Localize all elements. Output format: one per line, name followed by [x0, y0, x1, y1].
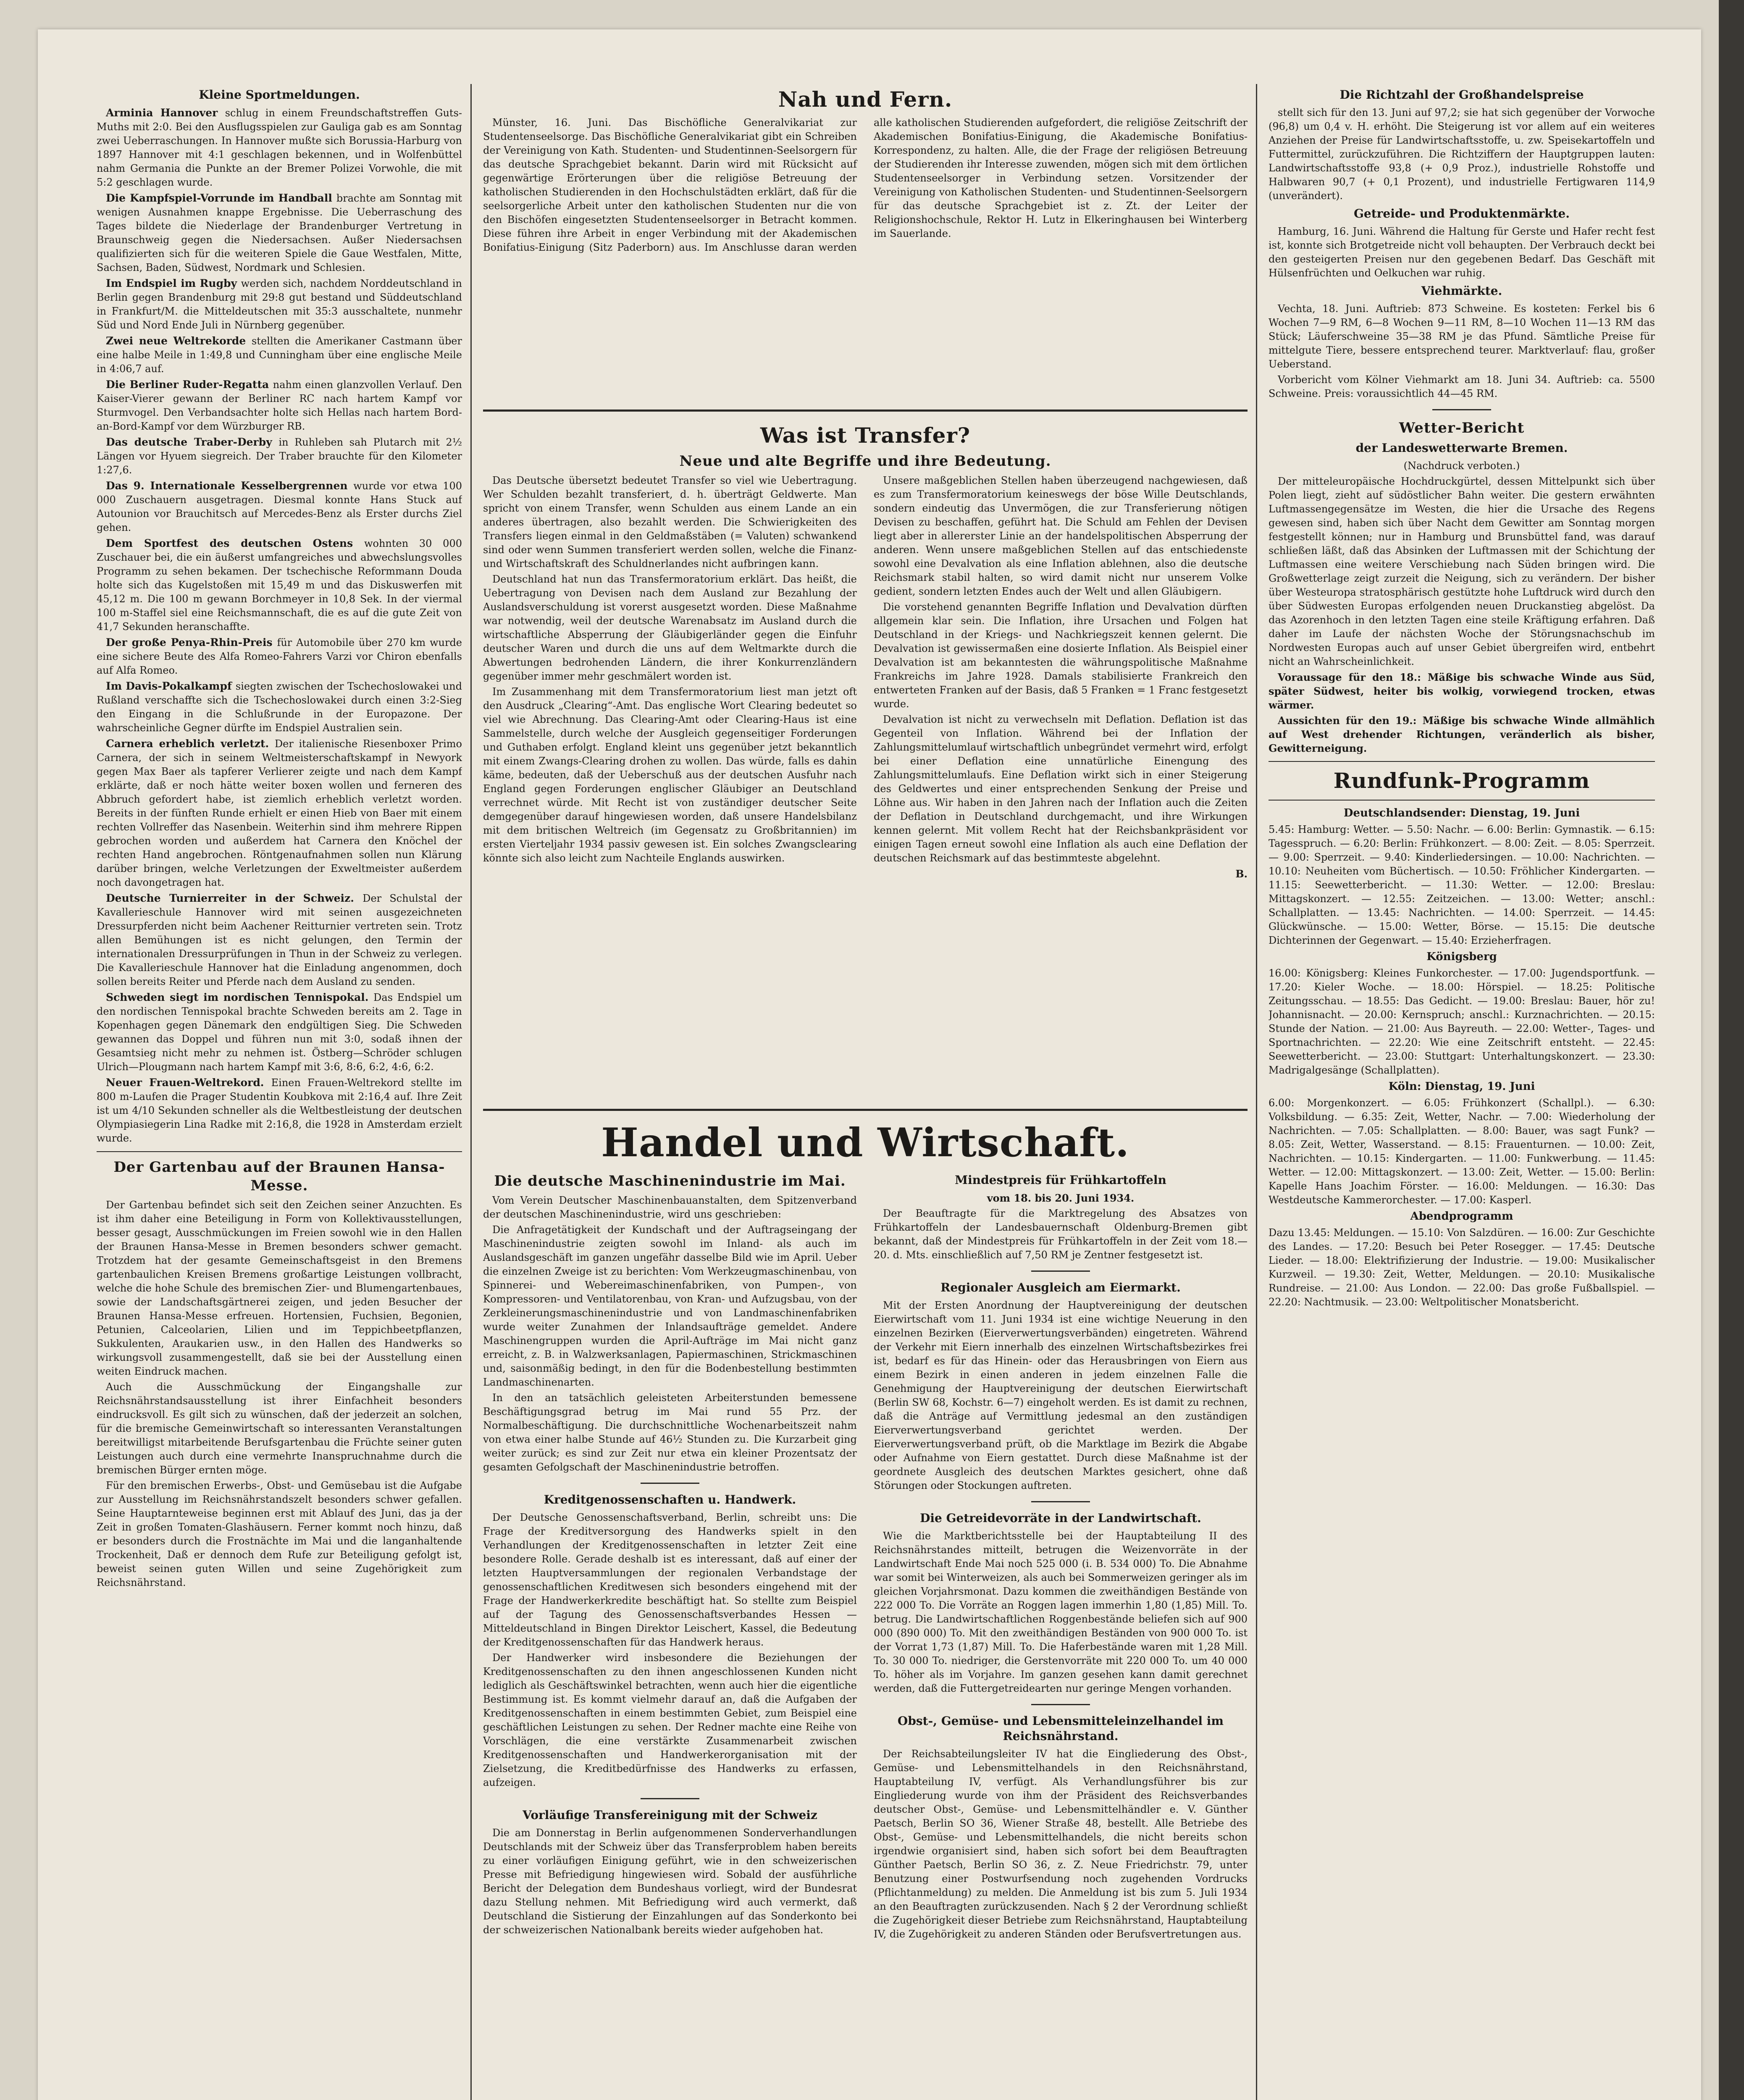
vieh-title: Viehmärkte. [1421, 284, 1502, 298]
rundfunk-title: Rundfunk-Programm [1333, 768, 1590, 793]
sport-item-lead: Die Kampfspiel-Vorrunde im Handball [106, 192, 336, 204]
sport-item-text: brachte am Sonntag mit wenigen Ausnahmen knappe Ergebnisse. Die Ueberraschung des Tages bildete die Niederlage der Brandenburger Vertretung in Braunschweig gegen die Niedersachsen. Außer Niedersachsen qualifizierten sich für die weiteren Spiele die Gaue Westfalen, Mitte, Sachsen, Baden, Südwest, Nordmark und Schlesien. [97, 192, 462, 273]
sport-item-text: Der Schulstal der Kavallerieschule Hannover wird mit seinen ausgezeichneten Dressurpferden nicht beim Aachener Reitturnier vertreten sein. Trotz allen Bemühungen ist es nicht gelungen, den Termin der internationalen Dressurprüfungen in Thun in der Schweiz zu verlegen. Die Kavallerieschule Hannover hat die Einladung angenommen, doch sollen bereits Reiter und Pferde nach dem Ausland zu senden. [97, 892, 462, 987]
sport-item [97, 191, 462, 275]
divider [1031, 1270, 1090, 1272]
transfereinigung-title: Vorläufige Transfereinigung mit der Schweiz [523, 1808, 817, 1822]
sport-item [97, 635, 462, 677]
sport-item-lead: Schweden siegt im nordischen Tennispokal. [106, 991, 374, 1003]
sport-item [97, 276, 462, 332]
paragraph: Der Gartenbau befindet sich seit den Zeichen seiner Anzuchten. Es ist ihm daher eine Beteiligung in Form von Kollektivausstellungen, besser gesagt, Ausschmückungen im Freien sowohl wie in den Hallen der Braunen Hansa-Messe in Bremen besonders schwer gemacht. Trotzdem hat der gesamte Gemeinschaftsgeist in den Bremens gartenbaulichen Kreisen Bremens großartige Leistungen vollbracht, welche die hohe Schule des bremischen Zier- und Blumengartenbaues, sowie der Landschaftsgärtnerei zeigen, und jeden Besucher der Braunen Hansa-Messe erfreuen. Hortensien, Fuchsien, Begonien, Petunien, Calceolarien, Lilien und im Teppichbeetpflanzen, Sukkulenten, Araukarien usw., in den Hallen des Handwerks so wirkungsvoll zusammengestellt, daß sie bei der Ausstellung einen weiten Eindruck machen. [97, 1199, 462, 1377]
sport-item-text: stellten die Amerikaner Castmann über eine halbe Meile in 1:49,8 und Cunningham über eine englische Meile in 4:06,7 auf. [97, 335, 462, 375]
eiermarkt-article [874, 1299, 1248, 1493]
sport-item-text: Einen Frauen-Weltrekord stellte im 800 m-Laufen die Prager Studentin Koubkova mit 2:16,4 auf. Ihre Zeit ist um 4/10 Sekunden schneller als die Weltbestleistung der deutschen Olympiasiegerin Lina Radke mit 2:16,8, die 1928 in Amsterdam erzielt wurde. [97, 1077, 462, 1144]
section-rule-transfer [483, 1109, 1248, 1111]
sport-item-text: wohnten 30 000 Zuschauer bei, die ein äußerst umfangreiches und abwechslungsvolles Programm zu sehen bekamen. Der tschechische Reformmann Douda holte sich das Kugelstoßen mit 15,49 m und das Diskuswerfen mit 45,12 m. Die 100 m gewann Borchmeyer in 10,8 Sek. In der viermal 100 m-Staffel siel eine Reichsmannschaft, die es auf die gute Zeit von 41,7 Sekunden heranschaffte. [97, 538, 462, 633]
mindestpreis-article [874, 1207, 1248, 1262]
rundfunk-program [1269, 806, 1655, 1309]
sport-item [97, 737, 462, 890]
sport-item [97, 891, 462, 989]
obst-title: Obst-, Gemüse- und Lebensmitteleinzelhandel im Reichsnährstand. [897, 1714, 1224, 1743]
sport-item-text: siegten zwischen der Tschechoslowakei und Rußland verschaffte sich die Tschechoslowakei durch einen 3:2-Sieg den Eingang in die Schlußrunde in der Europazone. Der wahrscheinliche Gegner dürfte im Endspiel Australien sein. [97, 680, 462, 734]
paragraph: Mit der Ersten Anordnung der Hauptvereinigung der deutschen Eierwirtschaft vom 11. Juni 1934 ist eine wichtige Neuerung in den einzelnen Bezirken (Eierverwertungsverbänden) eingetreten. Während der Verkehr mit Eiern innerhalb des einzelnen Wirtschaftsbezirkes frei ist, bedarf es für das Hinein- oder das Herausbringen von Eiern aus einem Bezirk in einen anderen in jedem einzelnen Falle die Genehmigung der Hauptvereinigung der deutschen Eierwirtschaft (Berlin SW 68, Kochstr. 6—7) eingeholt werden. Es ist damit zu rechnen, daß die Anträge auf Vermittlung jedesmal an den zuständigen Eierverwertungsverband gerichtet werden. Der Eierverwertungsverband prüft, ob die Marktlage im Bezirk die Abgabe oder Aufnahme von Eiern gestattet. Durch diese Maßnahme ist der geordnete Ausgleich des deutschen Marktes gesichert, ohne daß Störungen oder Stockungen auftreten. [874, 1299, 1248, 1491]
divider [1269, 761, 1655, 762]
transfer-col1 [483, 474, 857, 867]
handel-col2 [874, 1169, 1248, 1943]
sport-item-lead: Das deutsche Traber-Derby [106, 436, 279, 448]
sport-item-text: nahm einen glanzvollen Verlauf. Den Kaiser-Vierer gewann der Berliner RC nach hartem Kampf vor Sturmvogel. Den Verbandsachter holte sich Hellas nach hartem Bord-an-Bord-Kampf vor dem Würzburger RB. [97, 379, 462, 432]
sport-item-lead: Der große Penya-Rhin-Preis [106, 636, 277, 648]
sport-item-text: wurde vor etwa 100 000 Zuschauern ausgetragen. Diesmal konnte Hans Stuck auf Autounion vor Brauchitsch auf Mercedes-Benz als Erster durchs Ziel gehen. [97, 480, 462, 533]
sport-item-lead: Dem Sportfest des deutschen Ostens [106, 537, 364, 549]
eiermarkt-title: Regionaler Ausgleich am Eiermarkt. [940, 1281, 1181, 1294]
column-rule-1 [470, 84, 472, 2100]
transfer-col2 [874, 474, 1248, 867]
sport-item-text: schlug in einem Freundschaftstreffen Guts-Muths mit 2:0. Bei den Ausflugsspielen zur Gauliga gab es am Sonntag zwei Ueberraschungen. In Hannover mußte sich Borussia-Harburg von 1897 Hannover mit 4:1 geschlagen bekennen, und in Wolfenbüttel nahm Germania die Punkte an der Bremer Polizei Vorwohle, die mit 5:2 geschlagen wurde. [97, 107, 462, 188]
sport-item [97, 435, 462, 477]
sport-item-lead: Deutsche Turnierreiter in der Schweiz. [106, 892, 363, 904]
divider [1432, 409, 1491, 410]
sport-items [97, 106, 462, 1145]
handel-section [483, 1117, 1248, 2100]
divider [1269, 800, 1655, 801]
wetter-title: Wetter-Bericht [1399, 420, 1525, 436]
rundfunk-station-header: Königsberg [1426, 950, 1497, 963]
paragraph: Vom Verein Deutscher Maschinenbauanstalten, dem Spitzenverband der deutschen Maschinenindustrie, wird uns geschrieben: [483, 1194, 857, 1220]
rundfunk-station-header: Deutschlandsender: Dienstag, 19. Juni [1343, 807, 1580, 819]
mindestpreis-subtitle: vom 18. bis 20. Juni 1934. [987, 1192, 1135, 1204]
sport-item-lead: Neuer Frauen-Weltrekord. [106, 1076, 271, 1089]
paragraph: Auch die Ausschmückung der Eingangshalle zur Reichsnährstandsausstellung ist ihrer Einfachheit besonders eindrucksvoll. Es gilt sich zu wünschen, daß der jederzeit an solchen, für die bremische Gemeinwirtschaft so interessanten Veranstaltungen bereitwilligst mitarbeitende Berufsgartenbau die Früchte seiner guten Leistungen auch durch eine vermehrte Inanspruchnahme durch die bremischen Bürger ernten möge. [97, 1381, 462, 1476]
sport-item [97, 990, 462, 1074]
produkten-text: Hamburg, 16. Juni. Während die Haltung für Gerste und Hafer recht fest ist, konnte sich Brotgetreide nicht voll behaupten. Der Verbrauch deckt bei den gesteigerten Preisen nur den gegebenen Bedarf. Das Geschäft mit Hülsenfrüchten und Oelkuchen war ruhig. [1269, 226, 1655, 279]
handel-columns [483, 1169, 1248, 1943]
sport-item-text: für Automobile über 270 km wurde eine sichere Beute des Alfa Romeo-Fahrers Varzi vor Chiron ebenfalls auf Alfa Romeo. [97, 637, 462, 676]
paragraph: Das Deutsche übersetzt bedeutet Transfer so viel wie Uebertragung. Wer Schulden bezahlt transferiert, d. h. überträgt Geldwerte. Man spricht von einem Transfer, wenn Schulden aus einem Lande an ein anderes übertragen, also bezahlt werden. Die Schwierigkeiten des Transfers liegen einmal in den Geldmaßstäben (= Valuten) schwankend sind oder wenn Summen transferiert werden sollen, welche die Finanz- und Wirtschaftskraft des Schuldnerlandes nicht aufbringen kann. [483, 475, 857, 570]
paragraph: Unsere maßgeblichen Stellen haben überzeugend nachgewiesen, daß es zum Transfermoratorium keineswegs der böse Wille Deutschlands, sondern eindeutig das Unvermögen, die zur Transferierung nötigen Devisen zu beschaffen, geführt hat. Die Schuld am Fehlen der Devisen liegt aber in allererster Linie an der handelspolitischen Absperrung der anderen. Wenn unsere maßgeblichen Stellen auf das entschiedenste sowohl eine Devalvation als eine Inflation ablehnen, also die deutsche Reichsmark stabil halten, so wird damit nicht nur unserem Volke gedient, sondern letzten Endes auch der Welt und allen Gläubigern. [874, 475, 1248, 597]
sport-item-text: in Ruhleben sah Plutarch mit 2½ Längen vor Hyuem siegreich. Der Traber brauchte für den Kilometer 1:27,6. [97, 436, 462, 476]
getreide-title: Die Getreidevorräte in der Landwirtschaft. [920, 1511, 1201, 1525]
sport-item-text: werden sich, nachdem Norddeutschland in Berlin gegen Brandenburg mit 29:8 gut bestand und Süddeutschland in Frankfurt/M. die Mitteldeutschen mit 35:3 ausschaltete, nunmehr Süd und Nord Ende Juli in Nürnberg gegenüber. [97, 278, 462, 331]
paragraph: Devalvation ist nicht zu verwechseln mit Deflation. Deflation ist das Gegenteil von Inflation. Während bei der Inflation der Zahlungsmittelumlauf wirtschaftlich unbegründet vermehrt wird, erfolgt bei einer Deflation eine unnatürliche Einengung des Zahlungsmittelumlaufs. Eine Deflation wirkt sich in einer Steigerung des Geldwertes und einer entsprechenden Senkung der Preise und Löhne aus. Wir haben in den Jahren nach der Inflation auch die Zeiten der Deflation in Deutschland durchgemacht, und ihre Wirkungen kennen gelernt. Mit vollem Recht hat der Reichsbankpräsident vor einigen Tagen erneut sowohl eine Inflation als auch eine Deflation der deutschen Reichsmark auf das bestimmteste abgelehnt. [874, 714, 1248, 864]
sport-item [97, 106, 462, 189]
rundfunk-station-header: Köln: Dienstag, 19. Juni [1388, 1080, 1535, 1093]
paragraph: Der Handwerker wird insbesondere die Beziehungen der Kreditgenossenschaften zu den ihnen angeschlossenen Kunden nicht lediglich als Geschäftswinkel betrachten, wenn auch hier die eigentliche Bestimmung ist. Es kommt vielmehr darauf an, daß die Aufgaben der Kreditgenossenschaften in einem bestimmten Gebiet, zum Beispiel eine geschäftlichen Leistungen zu sehen. Der Redner machte eine Reihe von Vorschlägen, die eine verstärkte Zusammenarbeit zwischen Kreditgenossenschaften und Handwerkerorganisation mit der Zielsetzung, die Kreditbedürfnisse des Handwerks zu erfassen, aufzeigen. [483, 1652, 857, 1788]
transfer-signature: B. [1235, 868, 1248, 880]
maschinen-article [483, 1194, 857, 1474]
column-rule-3 [1256, 84, 1257, 2100]
garten-title: Der Gartenbau auf der Braunen Hansa-Messe. [113, 1159, 445, 1194]
paragraph: Der mitteleuropäische Hochdruckgürtel, dessen Mittelpunkt sich über Polen liegt, zieht auf südöstlicher Bahn weiter. Die gestern erwähnten Luftmassengegensätze im Westen, die hier die Ursache des Regens gewesen sind, haben sich über Nacht dem Gewitter am Sonntag morgen festgestellt können; nur in Hamburg und Brunsbüttel fand, was darauf schließen läßt, daß das Absinken der Luftmassen mit der Schichtung der Luftmassen eine weitere Verschiebung nach Süden bringen wird. Die Großwetterlage zeigt zurzeit die Neigung, sich zu verändern. Der bisher über Westeuropa stratosphärisch gestützte hohe Luftdruck wird durch den über Südwesten Europas erfolgenden neuen Druckanstieg abgelöst. Da das Azorenhoch in den letzten Tagen eine steile Kräftigung erfahren. Daß daher im Laufe der nächsten Woche der Störungsnachschub im Nordwesten Europas auch auf unser Gebiet übergreifen wird, entbehrt nicht an Wahrscheinlichkeit. [1269, 475, 1655, 667]
paragraph: Im Zusammenhang mit dem Transfermoratorium liest man jetzt oft den Ausdruck „Clearing“-Amt. Das englische Wort Clearing bedeutet so viel wie Abrechnung. Das Clearing-Amt oder Clearing-Haus ist eine Sammelstelle, durch welche der Ausgleich gegenseitiger Forderungen und Guthaben erfolgt. England kleint uns gegenüber jetzt bekanntlich mit einem Zwangs-Clearing drohen zu wollen. Das würde, falls es dahin käme, bedeuten, daß der Ueberschuß aus der deutschen Ausfuhr nach England gegen Forderungen englischer Gläubiger an Deutschland verrechnet würde. Mit Recht ist von zuständiger deutscher Seite demgegenüber darauf hingewiesen worden, daß unsere Handelsbilanz mit dem britischen Weltreich (im Gegensatz zu Großbritannien) im ersten Vierteljahr 1934 passiv gewesen ist. Ein solches Zwangsclearing könnte sich also leicht zum Nachteile Englands auswirken. [483, 686, 857, 864]
vieh-text2: Vorbericht vom Kölner Viehmarkt am 18. Juni 34. Auftrieb: ca. 5500 Schweine. Preis: voraussichtlich 44—45 RM. [1269, 374, 1655, 399]
rundfunk-station-program: 6.00: Morgenkonzert. — 6.05: Frühkonzert (Schallpl.). — 6.30: Volksbildung. — 6.35: Zeit, Wetter, Nachr. — 7.00: Wiederholung der Nachrichten. — 7.05: Schallplatten. — 8.00: Bauer, was sagt Funk? — 8.05: Zeit, Wetter, Wasserstand. — 8.15: Frauenturnen. — 10.00: Zeit, Nachrichten. — 10.15: Kindergarten. — 11.00: Funkwerbung. — 11.45: Wetter. — 12.00: Mittagskonzert. — 13.00: Zeit, Wetter. — 15.00: Berlin: Kapelle Hans Joachim Förster. — 16.00: Meldungen. — 16.30: Das Westdeutsche Kammerorchester. — 17.00: Kasperl. [1269, 1097, 1655, 1206]
handel-col1 [483, 1169, 857, 1943]
sport-item-lead: Arminia Hannover [106, 107, 225, 119]
paragraph: Die Anfragetätigkeit der Kundschaft und der Auftragseingang der Maschinenindustrie zeigten sowohl im Inland- als auch im Auslandsgeschäft im ganzen ungefähr dasselbe Bild wie im April. Ueber die einzelnen Zweige ist zu berichten: Vom Werkzeugmaschinenbau, von Spinnerei- und Webereimaschinenfabriken, von Pumpen-, von Kompressoren- und Ventilatorenbau, von Kran- und Aufzugsbau, von der Zerkleinerungsmaschinenindustrie und von Landmaschinenfabriken wurde weiter Zunahmen der Inlandsaufträge gemeldet. Andere Maschinengruppen wurden die April-Aufträge im Mai nicht ganz erreicht, z. B. in Walzwerksanlagen, Papiermaschinen, Strickmaschinen und, saisonmäßig bedingt, in den für die Bodenbestellung bestimmten Landmaschinenarten. [483, 1224, 857, 1388]
sport-item-text: Das Endspiel um den nordischen Tennispokal brachte Schweden bereits am 2. Tage in Kopenhagen gegen Dänemark den endgültigen Sieg. Die Schweden gewannen das Doppel und führen nun mit 3:0, sodaß ihnen der Gesamtsieg nicht mehr zu nehmen ist. Östberg—Schröder schlugen Ulrich—Plougmann nach hartem Kampf mit 3:6, 8:6, 6:2, 4:6, 6:2. [97, 992, 462, 1073]
wetter-article [1269, 475, 1655, 669]
sport-item [97, 378, 462, 433]
paragraph: Der Deutsche Genossenschaftsverband, Berlin, schreibt uns: Die Frage der Kreditversorgung des Handwerks spielt in den Verhandlungen der Kreditgenossenschaften in letzter Zeit eine besondere Rolle. Gerade deshalb ist es interessant, daß auf einer der letzten Hauptversammlungen der regionalen Verbandstage der genossenschaftlichen Kreditwesen sich besonders eingehend mit der Frage der Handwerkerkredite beschäftigt hat. So stellte zum Beispiel auf der Tagung des Genossenschaftsverbandes Hessen — Mitteldeutschland in Bingen Direktor Leischert, Kassel, die Bedeutung der Kreditgenossenschaften für das Handwerk heraus. [483, 1512, 857, 1648]
paragraph: Der Reichsabteilungsleiter IV hat die Eingliederung des Obst-, Gemüse- und Lebensmittelhandels in den Reichsnährstand, Hauptabteilung IV, verfügt. Als Verhandlungsführer bis zur Eingliederung wurde von ihm der Präsident des Reichsverbandes deutscher Obst-, Gemüse- und Lebensmittelhändler e. V. Günther Paetsch, Berlin SO 36, Wiener Straße 48, bestellt. Alle Betriebe des Obst-, Gemüse- und Lebensmittelhandels, die nicht bereits schon irgendwie organisiert sind, haben sich sofort bei dem Beauftragten Günther Paetsch, Berlin SO 36, z. Z. Neue Friedrichstr. 79, unter Benutzung einer Postwurfsendung noch zugehenden Vordrucks (Pflichtanmeldung) zu melden. Die Anmeldung ist bis zum 5. Juli 1934 an den Beauftragten zurückzusenden. Nach § 2 der Verordnung schließt die Zugehörigkeit dieser Betriebe zum Reichsnährstand, Hauptabteilung IV, die Zugehörigkeit zu anderen Ständen oder Berufsvertretungen aus. [874, 1748, 1248, 1940]
paragraph: Die am Donnerstag in Berlin aufgenommenen Sonderverhandlungen Deutschlands mit der Schweiz über das Transferproblem haben bereits zu einer vorläufigen Einigung geführt, wie in den schweizerischen Presse mit Befriedigung hingewiesen wird. Sobald der ausführliche Bericht der Delegation dem Bundeshaus vorliegt, wird der Bundesrat dazu Stellung nehmen. Mit Befriedigung wird auch vermerkt, daß Deutschland die Sistierung der Einzahlungen auf das Sonderkonto bei der schweizerischen Nationalbank bereits wieder aufgehoben hat. [483, 1827, 857, 1936]
paragraph: Die vorstehend genannten Begriffe Inflation und Devalvation dürften allgemein klar sein. Die Inflation, ihre Ursachen und Folgen hat Deutschland in der Kriegs- und Nachkriegszeit kennen gelernt. Die Devalvation ist gewissermaßen eine dosierte Inflation. Als Beispiel einer Devalvation ist am bekanntesten die währungspolitische Maßnahme Frankreichs im Jahre 1928. Damals stabilisierte Frankreich den entwerteten Franken auf der Basis, daß 5 Franken = 1 Franc festgesetzt wurde. [874, 601, 1248, 710]
mindestpreis-title: Mindestpreis für Frühkartoffeln [955, 1173, 1166, 1187]
kredit-article [483, 1511, 857, 1790]
sport-item-lead: Im Endspiel im Rugby [106, 277, 241, 289]
vieh-text: Vechta, 18. Juni. Auftrieb: 873 Schweine. Es kosteten: Ferkel bis 6 Wochen 7—9 RM, 6—8 Wochen 9—11 RM, 8—10 Wochen 11—13 RM das Stück; Läuferschweine 35—38 RM je das Pfund. Sämtliche Preise für mittelgute Tiere, bessere entsprechend teurer. Marktverlauf: flau, großer Ueberstand. [1269, 303, 1655, 370]
sport-item [97, 479, 462, 535]
section-rule-nahfern [483, 410, 1248, 412]
column-markets [1269, 84, 1655, 2100]
transfer-article [483, 420, 1248, 1109]
paragraph: In den an tatsächlich geleisteten Arbeiterstunden bemessene Beschäftigungsgrad betrug im Mai rund 55 Prz. der Normalbeschäftigung. Die durchschnittliche Wochenarbeitszeit nahm von etwa einer halbe Stunde auf 46½ Stunden zu. Die Kurzarbeit ging weiter zurück; es sind zur Zeit nur etwa ein kleiner Prozentsatz der gesamten Gefolgschaft der Maschinenindustrie betroffen. [483, 1392, 857, 1473]
sport-item-lead: Carnera erheblich verletzt. [106, 738, 275, 750]
rundfunk-station-program: Dazu 13.45: Meldungen. — 15.10: Von Salzdüren. — 16.00: Zur Geschichte des Landes. — 17.20: Besuch bei Peter Rosegger. — 17.45: Deutsche Lieder. — 18.00: Elektrifizierung der Industrie. — 19.00: Musikalischer Kurzweil. — 19.30: Zeit, Wetter, Meldungen. — 20.10: Musikalische Rundreise. — 21.00: Aus London. — 22.00: Das große Fußballspiel. — 22.20: Nachtmusik. — 23.00: Weltpolitischer Monatsbericht. [1269, 1227, 1655, 1308]
maschinen-title: Die deutsche Maschinenindustrie im Mai. [494, 1173, 846, 1189]
paragraph: Der Beauftragte für die Marktregelung des Absatzes von Frühkartoffeln der Landesbauernschaft Oldenburg-Bremen gibt bekannt, daß der Mindestpreis für Frühkartoffeln in der Zeit vom 18.—20. d. Mts. einschließlich auf 7,50 RM je Zentner festgesetzt ist. [874, 1208, 1248, 1261]
sport-item-lead: Zwei neue Weltrekorde [106, 335, 252, 347]
wetter-subtitle: der Landeswetterwarte Bremen. [1355, 441, 1568, 455]
wetter-forecast1: Voraussage für den 18.: Mäßige bis schwache Winde aus Süd, später Südwest, heiter bis wolkig, vorwiegend trocken, etwas wärmer. [1269, 671, 1655, 711]
sport-item-lead: Im Davis-Pokalkampf [106, 680, 236, 692]
produkten-title: Getreide- und Produktenmärkte. [1353, 207, 1570, 220]
getreide-article [874, 1529, 1248, 1696]
nahfern-article [483, 116, 1248, 255]
garten-article [97, 1198, 462, 1590]
transfer-subtitle: Neue und alte Begriffe und ihre Bedeutung. [679, 453, 1051, 470]
column-nahfern [483, 84, 1248, 403]
divider [641, 1798, 699, 1799]
sport-item-lead: Die Berliner Ruder-Regatta [106, 378, 273, 391]
paragraph: Deutschland hat nun das Transfermoratorium erklärt. Das heißt, die Uebertragung von Devisen nach dem Ausland zur Bezahlung der Auslandsverschuldung ist vorerst ausgesetzt worden. Diese Maßnahme war notwendig, weil der deutsche Warenabsatz im Ausland durch die wirtschaftliche Absperrung der Gläubigerländer gegen die Einfuhr deutscher Waren und durch die uns auf dem Weltmarkte durch die Abwertungen bedrohenden Ländern, die ihrer Konkurrenzländern gegenüber immer mehr geschmälert worden ist. [483, 573, 857, 682]
sport-item [97, 679, 462, 735]
transfereinigung-article [483, 1826, 857, 1937]
divider [1031, 1704, 1090, 1705]
nahfern-title: Nah und Fern. [778, 87, 953, 112]
kredit-title: Kreditgenossenschaften u. Handwerk. [544, 1493, 796, 1507]
scan-edge [1719, 0, 1744, 2100]
paragraph: Für den bremischen Erwerbs-, Obst- und Gemüsebau ist die Aufgabe zur Ausstellung im Reichsnährstandszelt besonders schwer gefallen. Seine Hauptarnteweise beginnen erst mit Ablauf des Juni, das ja der Zeit in großen Tomaten-Glashäusern. Ferner kommt noch hinzu, daß er besonders durch die Frostnächte im Mai und die langanhaltende Trockenheit, Daß er dennoch dem Rufe zur Beteiligung gefolgt ist, beweist seinen guten Willen und seine Zugehörigkeit zum Reichsnährstand. [97, 1480, 462, 1588]
handel-title: Handel und Wirtschaft. [601, 1120, 1129, 1166]
rundfunk-station-header: Abendprogramm [1410, 1210, 1513, 1223]
sport-item [97, 536, 462, 634]
richtzahl-text: stellt sich für den 13. Juni auf 97,2; sie hat sich gegenüber der Vorwoche (96,8) um 0,4 v. H. erhöht. Die Steigerung ist vor allem auf ein weiteres Anziehen der Preise für Landwirtschaftsstoffe, u. zw. Speisekartoffeln und Futtermittel, zurückzuführen. Die Richtziffern der Hauptgruppen lauten: Landwirtschaftsstoffe 93,8 (+ 0,9 Proz.), industrielle Rohstoffe und Halbwaren 90,7 (+ 0,1 Prozent), und industrielle Fertigwaren 114,9 (unverändert). [1269, 107, 1655, 202]
rundfunk-station-program: 5.45: Hamburg: Wetter. — 5.50: Nachr. — 6.00: Berlin: Gymnastik. — 6.15: Tagesspruch. — 6.20: Berlin: Frühkonzert. — 8.00: Zeit. — 8.05: Sperrzeit. — 9.00: Sperrzeit. — 9.40: Kinderliedersingen. — 10.00: Nachrichten. — 10.10: Neuheiten vom Büchertisch. — 10.50: Fröhlicher Kindergarten. — 11.15: Seewetterbericht. — 11.30: Wetter. — 12.00: Breslau: Mittagskonzert. — 12.55: Zeitzeichen. — 13.00: Wetter; anschl.: Schallplatten. — 13.45: Nachrichten. — 14.00: Sperrzeit. — 14.45: Glückwünsche. — 15.00: Wetter, Börse. — 15.15: Die deutsche Dichterinnen der Gegenwart. — 15.40: Erzieherfragen. [1269, 824, 1655, 946]
rundfunk-station-program: 16.00: Königsberg: Kleines Funkorchester. — 17.00: Jugendsportfunk. — 17.20: Kieler Woche. — 18.00: Hörspiel. — 18.25: Politische Zeitungsschau. — 18.55: Das Gedicht. — 19.00: Breslau: Bauer, hör zu! Johannisnacht. — 20.00: Kernspruch; anschl.: Kurznachrichten. — 20.15: Stunde der Nation. — 21.00: Aus Bayreuth. — 22.00: Wetter-, Tages- und Sportnachrichten. — 22.20: Wie eine Zeitschrift entsteht. — 22.45: Seewetterbericht. — 23.00: Stuttgart: Unterhaltungskonzert. — 23.30: Madrigalgesänge (Schallplatten). [1269, 967, 1655, 1076]
paragraph: Wie die Marktberichtsstelle bei der Hauptabteilung II des Reichsnährstandes mitteilt, betrugen die Weizenvorräte in der Landwirtschaft Ende Mai noch 525 000 (i. B. 534 000) To. Die Abnahme war somit bei Winterweizen, als auch bei Sommerweizen geringer als im gleichen Vorjahrsmonat. Dazu kommen die zweithändigen Bestände von 222 000 To. Die Vorräte an Roggen lagen immerhin 1,80 (1,85) Mill. To. betrug. Die Landwirtschaftlichen Roggenbestände beliefen sich auf 900 000 (890 000) To. Mit den zweithändigen Beständen von 900 000 To. ist der Vorrat 1,73 (1,87) Mill. To. Die Haferbestände waren mit 1,28 Mill. To. 30 000 To. niedriger, die Gerstenvorräte mit 220 000 To. um 40 000 To. höher als im Vorjahre. Im ganzen gesehen kann damit gerechnet werden, daß die Futtergetreidearten nur geringe Mengen vorhanden. [874, 1530, 1248, 1694]
sport-item [97, 1076, 462, 1145]
wetter-note: (Nachdruck verboten.) [1403, 460, 1520, 472]
sport-item [97, 334, 462, 376]
divider [1031, 1501, 1090, 1502]
divider [97, 1151, 462, 1152]
wetter-forecast2: Aussichten für den 19.: Mäßige bis schwache Winde allmählich auf West drehender Richtungen, veränderlich als bisher, Gewitterneigung. [1269, 714, 1655, 754]
sport-item-lead: Das 9. Internationale Kesselbergrennen [106, 480, 354, 492]
column-sport [97, 84, 462, 2100]
transfer-columns [483, 474, 1248, 867]
divider [641, 1483, 699, 1484]
paragraph: Münster, 16. Juni. Das Bischöfliche Generalvikariat zur Studentenseelsorge. Das Bischöfliche Generalvikariat gibt ein Schreiben der Vereinigung von Kath. Studenten- und Studentinnen-Seelsorgern für das deutsche Sprachgebiet bekannt. Darin wird mit Rücksicht auf gegenwärtige Erörterungen über die religiöse Betreuung der katholischen Studierenden in den Hochschulstädten erklärt, daß für die seelsorgerliche Arbeit unter den katholischen Studenten nur die von den Bischöfen eingesetzten Studentenseelsorger in Betracht kommen. Diese führen ihre Arbeit in enger Verbindung mit der Akademischen Bonifatius-Einigung (Sitz Paderborn) aus. Im Anschlusse daran werden alle katholischen Studierenden aufgefordert, die religiöse Zeitschrift der Akademischen Bonifatius-Einigung, die Akademische Bonifatius-Korrespondenz, zu halten. Alle, die der Frage der religiösen Betreuung der Studierenden ihr Interesse zuwenden, mögen sich mit dem örtlichen Studentenseelsorger in Verbindung setzen. Vorsitzender der Vereinigung von Katholischen Studenten- und Studentinnen-Seelsorgern für das deutsche Sprachgebiet ist z. Zt. der Leiter der Religionshochschule, Rektor H. Lutz in Elkeringhausen bei Winterberg im Sauerlande. [483, 117, 1248, 253]
sport-title: Kleine Sportmeldungen. [199, 88, 360, 102]
transfer-title: Was ist Transfer? [760, 423, 971, 448]
sport-item-text: Der italienische Riesenboxer Primo Carnera, der sich in seinem Weltmeisterschaftskampf in Newyork gegen Max Baer als tapferer Verlierer zeigte und nach dem Kampf erklärte, daß er noch hätte weiter boxen wollen und ferneren des Abbruch gefordert habe, ist ziemlich erheblich verletzt worden. Bereits in der fünften Runde erhielt er einen Hieb von Baer mit einem rechten Vollreffer das Nasenbein. Weiterhin sind ihm mehrere Rippen gebrochen worden und außerdem hat Carnera den Knöchel der rechten Hand angebrochen. Röntgenaufnahmen sollen nun Klärung darüber bringen, welche Verletzungen der Exweltmeister außerdem noch davongetragen hat. [97, 738, 462, 888]
richtzahl-title: Die Richtzahl der Großhandelspreise [1340, 88, 1584, 102]
obst-article [874, 1747, 1248, 1941]
